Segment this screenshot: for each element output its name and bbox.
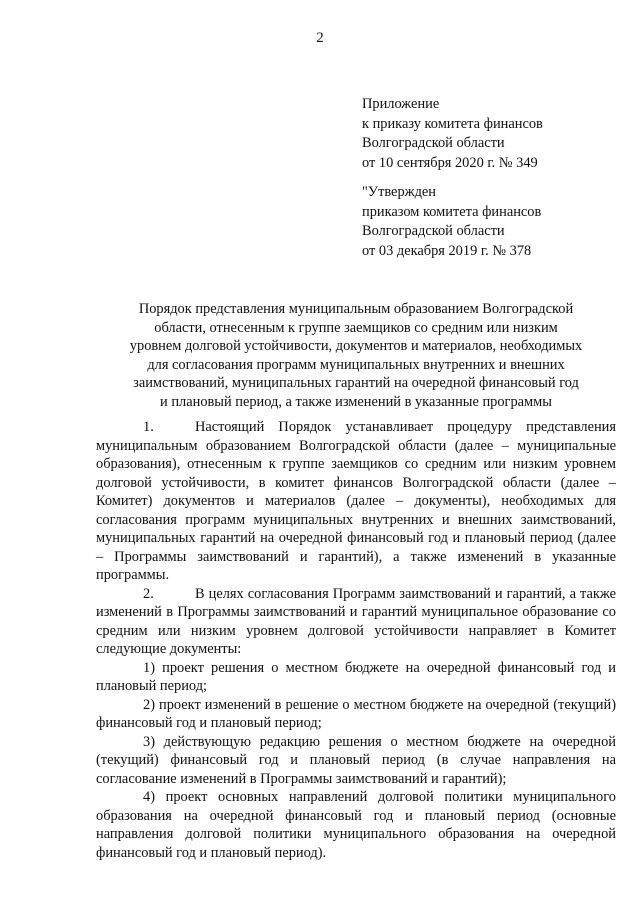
paragraph-2 <box>96 585 616 659</box>
approved-line: Волгоградской области <box>362 223 505 239</box>
approved-line: от 03 декабря 2019 г. № 378 <box>362 242 532 259</box>
appendix-block <box>362 95 622 173</box>
appendix-line: от 10 сентября 2020 г. № 349 <box>362 154 538 171</box>
appendix-line: Приложение <box>362 96 440 112</box>
paragraph-text: В целях согласования Программ заимствований и гарантий, а также изменений в Программы заимствований и гарантий муниципальное образование со средним или низким уровнем долговой устойчивости направляет в Комитет следующие документы: <box>96 585 616 657</box>
approved-line: "Утвержден <box>362 184 436 200</box>
page-number: 2 <box>316 30 324 46</box>
paragraph-text: Настоящий Порядок устанавливает процедуру представления муниципальным образованием Волгоградской области (далее – муниципальные образования), отнесенным к группе заемщиков со средним или низким уровнем долговой устойчивости, в комитет финансов Волгоградской области (далее – Комитет) документов и материалов (далее – документы), необходимых для согласования программ муниципальных внутренних и внешних заимствований, муниципальных гарантий на очередной финансовый год и плановый период (далее – Программы заимствований и гарантий), а также изменений в указанные программы. <box>96 419 616 583</box>
title-line: заимствований, муниципальных гарантий на очередной финансовый год <box>133 375 579 392</box>
title-line: уровнем долговой устойчивости, документов и материалов, необходимых <box>129 338 583 355</box>
document-body <box>96 418 616 862</box>
paragraph-number: 2. <box>143 585 154 602</box>
paragraph-1 <box>96 418 616 585</box>
document-title <box>96 300 616 412</box>
title-line: области, отнесенным к группе заемщиков со средним или низким <box>154 319 558 336</box>
approved-block <box>362 183 622 261</box>
approved-line: приказом комитета финансов <box>362 203 542 220</box>
appendix-line: Волгоградской области <box>362 135 505 151</box>
list-item: 2) проект изменений в решение о местном бюджете на очередной (текущий) финансовый год и плановый период; <box>96 696 616 731</box>
paragraph-number: 1. <box>143 419 154 435</box>
title-line: и плановый период, а также изменений в указанные программы <box>160 393 552 410</box>
title-line: для согласования программ муниципальных внутренних и внешних <box>147 356 565 373</box>
title-line: Порядок представления муниципальным образованием Волгоградской <box>138 301 574 317</box>
list-item: 1) проект решения о местном бюджете на очередной финансовый год и плановый период; <box>96 659 616 694</box>
list-item: 3) действующую редакцию решения о местном бюджете на очередной (текущий) финансовый год и плановый период (в случае направления на согласование изменений в Программы заимствований и гарантий); <box>96 733 616 787</box>
appendix-line: к приказу комитета финансов <box>362 115 543 132</box>
list-item: 4) проект основных направлений долговой политики муниципального образования на очередной финансовый год и плановый период (основные направления долговой политики муниципального образования на очередной финансовый год и плановый период). <box>96 789 616 861</box>
